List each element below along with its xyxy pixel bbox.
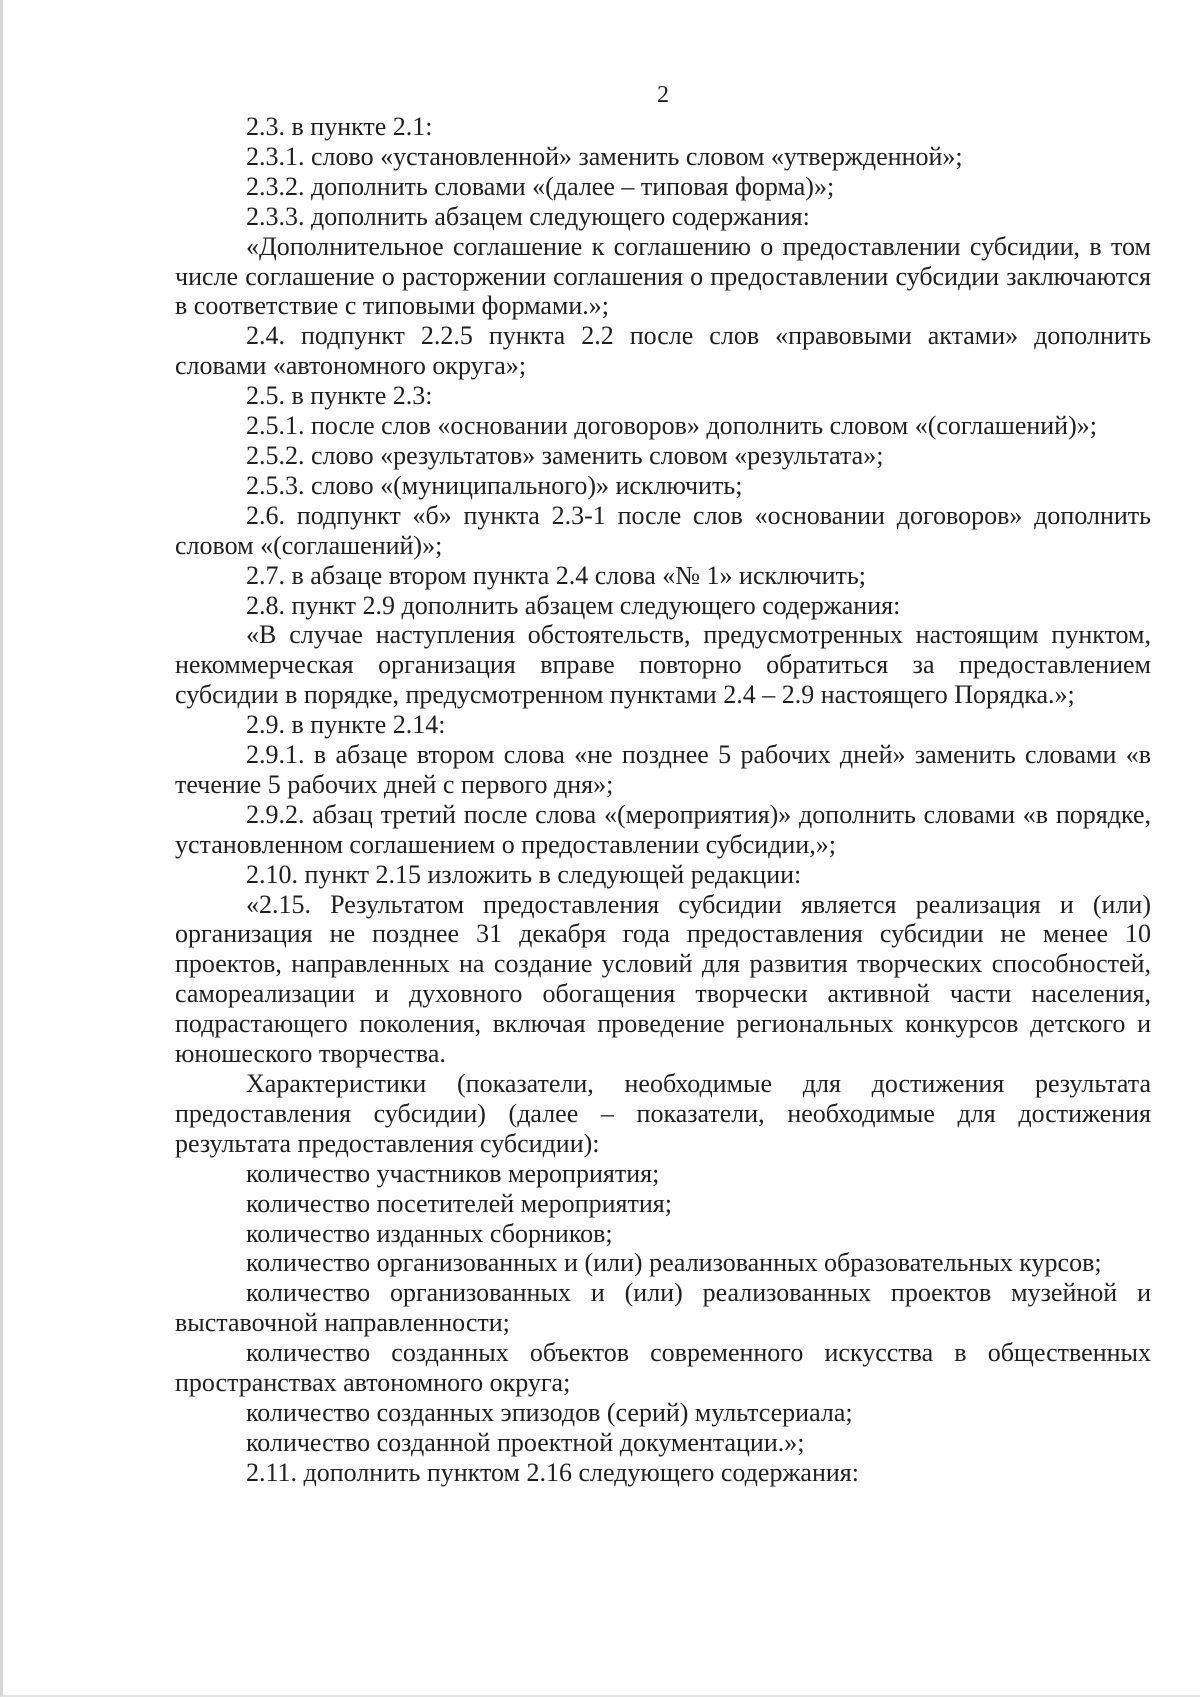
paragraph: 2.5.3. слово «(муниципального)» исключить;	[246, 470, 743, 500]
document-body	[175, 112, 1151, 1488]
paragraph: 2.4. подпункт 2.2.5 пункта 2.2 после слов «правовыми актами» дополнить словами «автономного округа»;	[175, 321, 1151, 381]
paragraph: 2.3.1. слово «установленной» заменить словом «утвержденной»;	[246, 141, 963, 171]
paragraph: 2.5.1. после слов «основании договоров» дополнить словом «(соглашений)»;	[246, 411, 1097, 441]
paragraph: 2.5. в пункте 2.3:	[246, 381, 433, 411]
paragraph: 2.9.1. в абзаце втором слова «не позднее 5 рабочих дней» заменить словами «в течение 5 рабочих дней с первого дня»;	[175, 740, 1151, 799]
paragraph: 2.9. в пункте 2.14:	[246, 710, 446, 740]
paragraph: 2.7. в абзаце втором пункта 2.4 слова «№ 1» исключить;	[246, 560, 866, 590]
paragraph: 2.3. в пункте 2.1:	[246, 112, 433, 141]
page-number: 2	[657, 82, 669, 108]
paragraph: количество участников мероприятия;	[246, 1158, 660, 1188]
paragraph: 2.6. подпункт «б» пункта 2.3-1 после слов «основании договоров» дополнить словом «(соглашений)»;	[175, 500, 1151, 560]
paragraph: количество организованных и (или) реализованных проектов музейной и выставочной направленности;	[175, 1278, 1151, 1338]
paragraph: «Дополнительное соглашение к соглашению о предоставлении субсидии, в том числе соглашение о расторжении соглашения о предоставлении субсидии заключаются в соответствие с типовыми формами.»;	[175, 231, 1151, 321]
paragraph: 2.5.2. слово «результатов» заменить словом «результата»;	[246, 440, 884, 470]
paragraph: 2.3.2. дополнить словами «(далее – типовая форма)»;	[246, 171, 835, 201]
paragraph: количество созданных объектов современного искусства в общественных пространствах автономного округа;	[175, 1338, 1151, 1398]
paragraph: 2.11. дополнить пунктом 2.16 следующего содержания:	[246, 1457, 859, 1487]
paragraph: количество изданных сборников;	[246, 1218, 613, 1248]
paragraph: количество посетителей мероприятия;	[246, 1188, 672, 1218]
paragraph: количество созданной проектной документации.»;	[246, 1427, 805, 1457]
paragraph: 2.8. пункт 2.9 дополнить абзацем следующего содержания:	[246, 590, 901, 620]
paragraph: 2.9.2. абзац третий после слова «(мероприятия)» дополнить словами «в порядке, установленном соглашением о предоставлении субсидии,»;	[175, 799, 1151, 859]
paragraph: 2.3.3. дополнить абзацем следующего содержания:	[246, 201, 810, 231]
paragraph: «В случае наступления обстоятельств, предусмотренных настоящим пунктом, некоммерческая организация вправе повторно обратиться за предоставлением субсидии в порядке, предусмотренном пунктами 2.4 – 2.9 настоящего Порядка.»;	[175, 620, 1151, 710]
paragraph: количество организованных и (или) реализованных образовательных курсов;	[246, 1248, 1102, 1278]
paragraph: 2.10. пункт 2.15 изложить в следующей редакции:	[246, 859, 802, 889]
paragraph: количество созданных эпизодов (серий) мультсериала;	[246, 1397, 853, 1427]
paragraph: «2.15. Результатом предоставления субсидии является реализация и (или) организация не позднее 31 декабря года предоставления субсидии не менее 10 проектов, направленных на создание условий для развития творческих способностей, самореализации и духовного обогащения творчески активной части населения, подрастающего поколения, включая проведение региональных конкурсов детского и юношеского творчества.	[175, 889, 1151, 1069]
paragraph: Характеристики (показатели, необходимые для достижения результата предоставления субсидии) (далее – показатели, необходимые для достижения результата предоставления субсидии):	[175, 1069, 1151, 1158]
